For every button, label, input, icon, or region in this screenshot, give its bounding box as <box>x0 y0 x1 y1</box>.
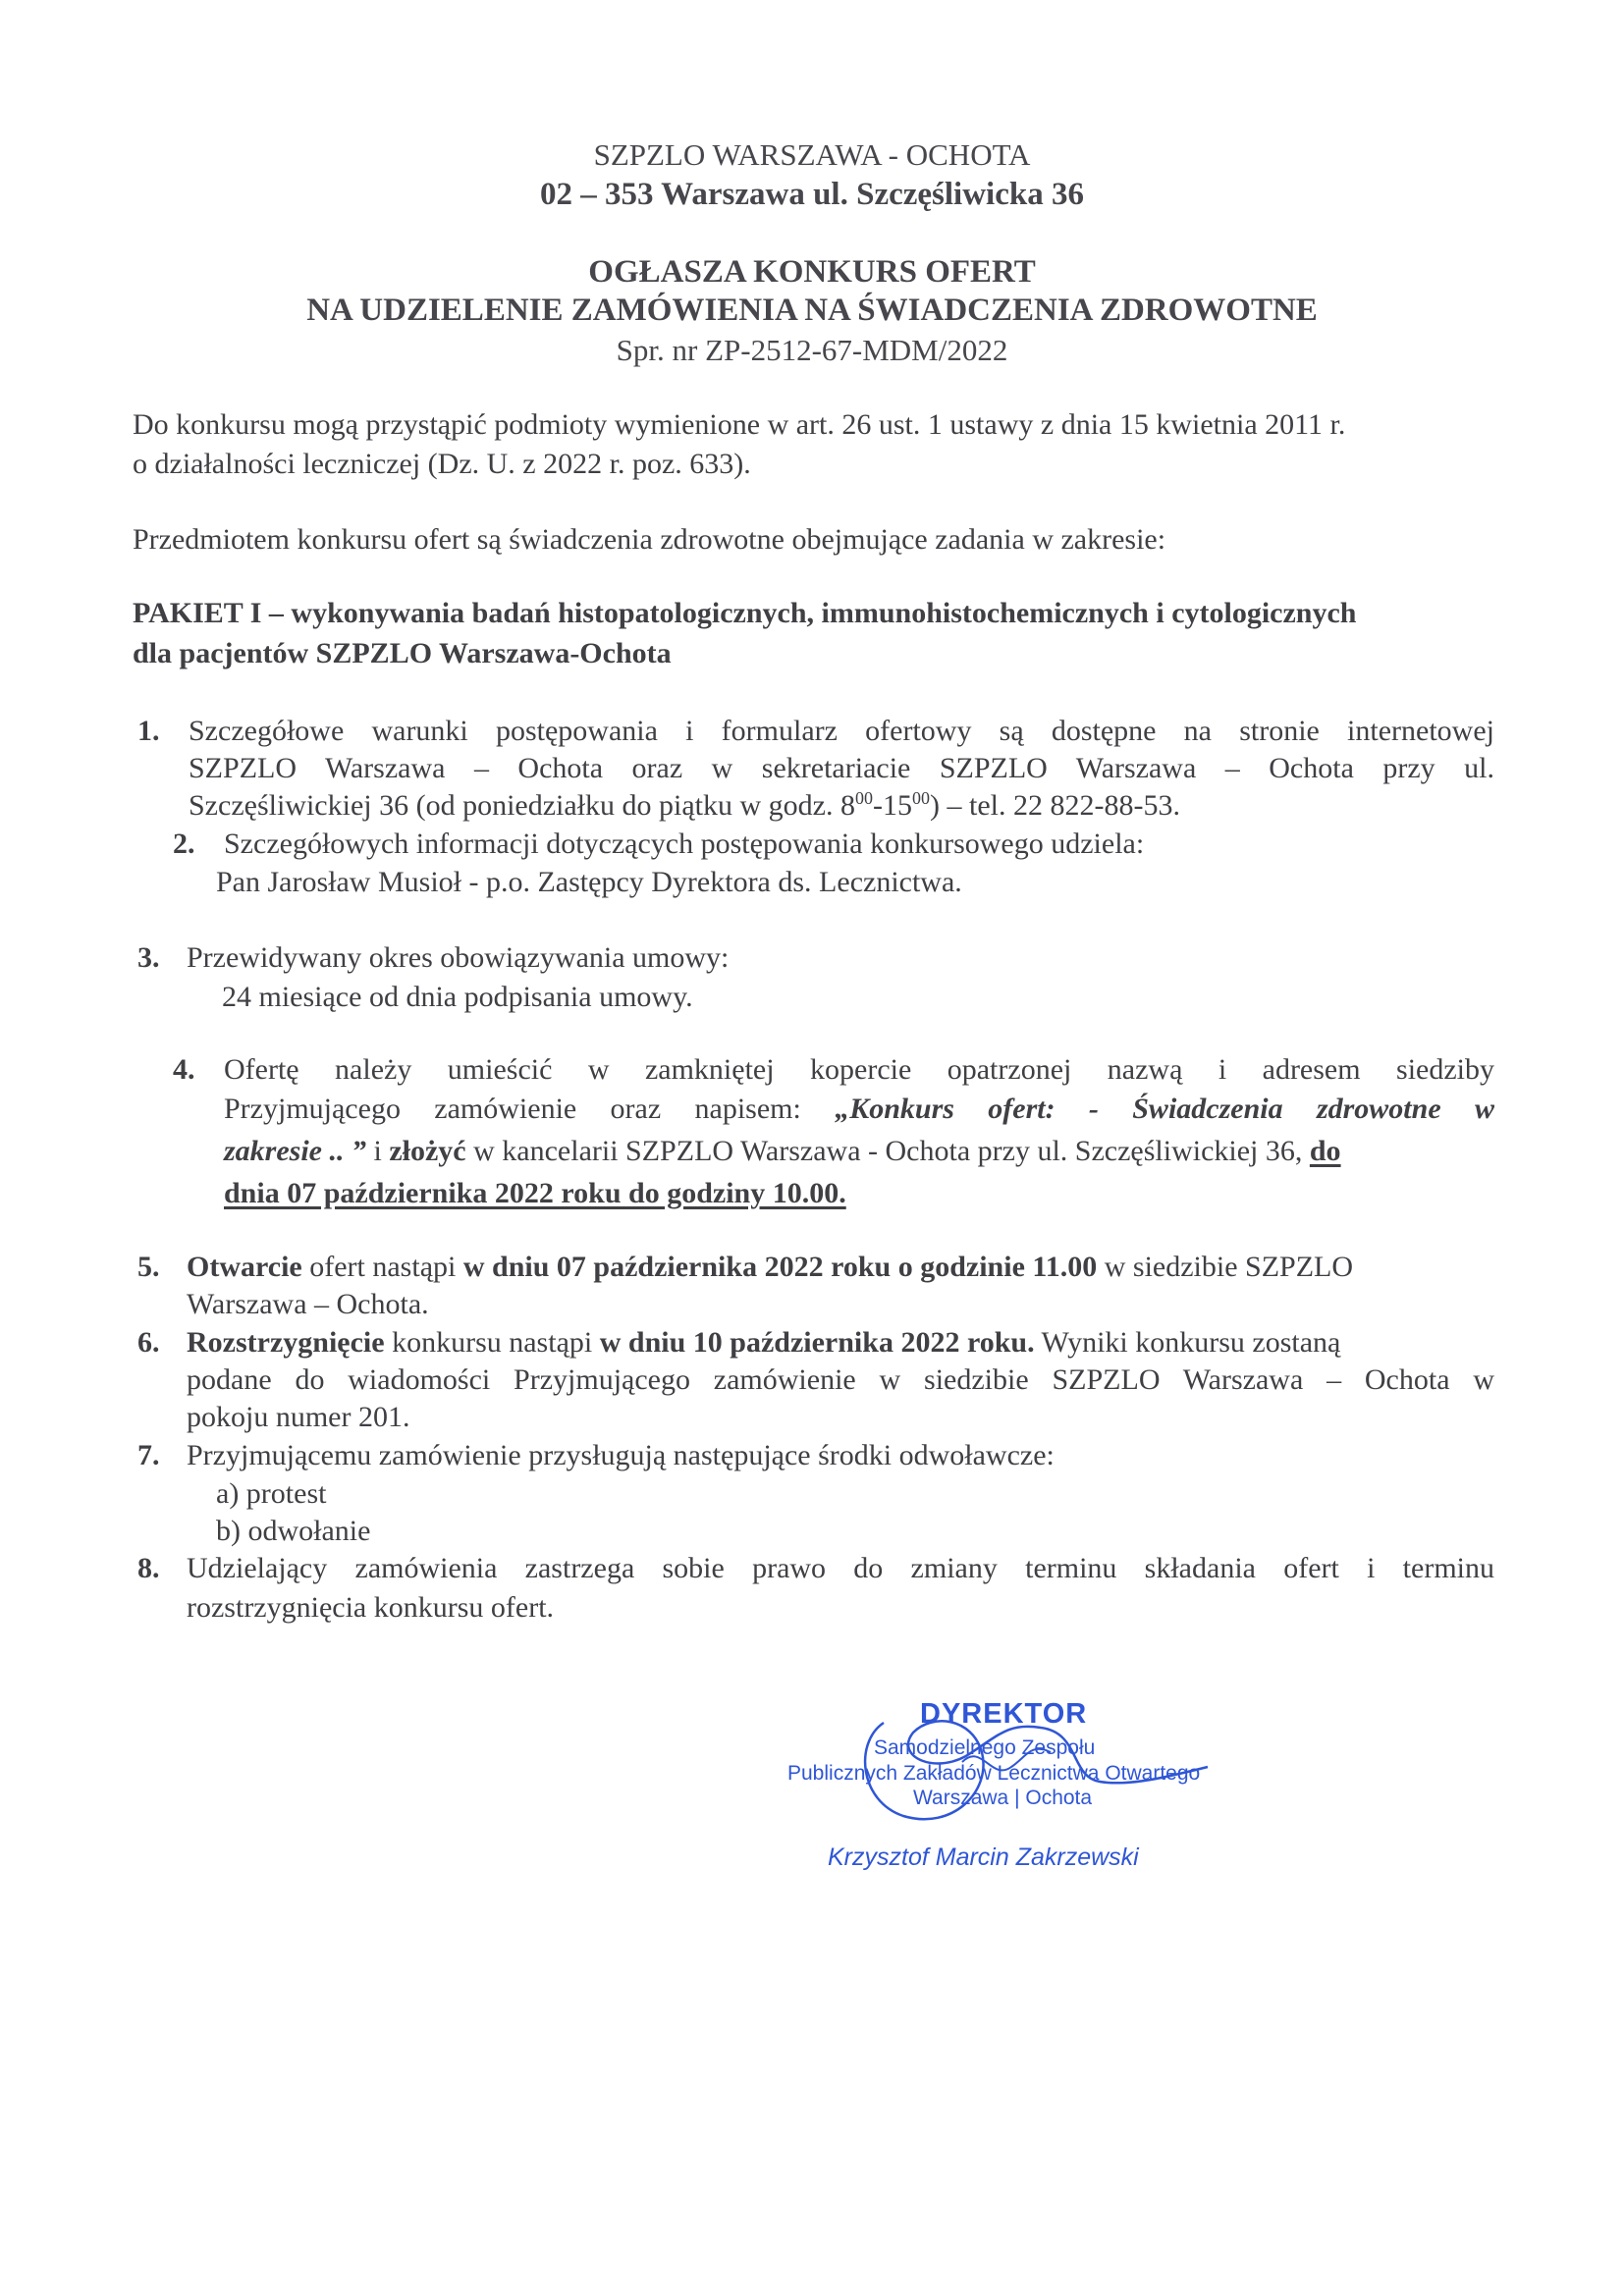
announce-title: OGŁASZA KONKURS OFERT <box>588 254 1036 290</box>
item-3-line-2: 24 miesiące od dnia podpisania umowy. <box>222 981 693 1013</box>
item-6-line-2: podane do wiadomości Przyjmującego zamówienie w siedzibie SZPZLO Warszawa – Ochota w <box>187 1363 1494 1396</box>
announce-subtitle: NA UDZIELENIE ZAMÓWIENIA NA ŚWIADCZENIA ZDROWOTNE <box>306 293 1318 328</box>
stamp-line-1: Samodzielnego Zespołu <box>874 1736 1096 1759</box>
package-line-1: PAKIET I – wykonywania badań histopatologicznych, immunohistochemicznych i cytologicznych <box>133 597 1357 629</box>
intro-line-1: Do konkursu mogą przystąpić podmioty wymienione w art. 26 ust. 1 ustawy z dnia 15 kwietnia 2011 r. <box>133 408 1346 441</box>
intro-line-2: o działalności leczniczej (Dz. U. z 2022 r. poz. 633). <box>133 448 751 480</box>
item-4-line-3: zakresie .. ” i złożyć w kancelarii SZPZLO Warszawa - Ochota przy ul. Szczęśliwickiej 36, do <box>224 1135 1341 1167</box>
stamp-line-3: Warszawa | Ochota <box>913 1787 1093 1809</box>
item-5-line-2: Warszawa – Ochota. <box>187 1288 429 1320</box>
item-4-line-4-deadline: dnia 07 października 2022 roku do godziny 10.00. <box>224 1177 846 1209</box>
item-6-number: 6. <box>137 1326 160 1359</box>
item-2-number: 2. <box>173 828 195 860</box>
item-1-line-1: Szczegółowe warunki postępowania i formularz ofertowy są dostępne na stronie internetowej <box>189 715 1494 747</box>
item-8-line-1: Udzielający zamówienia zastrzega sobie prawo do zmiany terminu składania ofert i terminu <box>187 1552 1494 1584</box>
item-6-line-1: Rozstrzygnięcie konkursu nastąpi w dniu 10 października 2022 roku. Wyniki konkursu zostaną <box>187 1326 1341 1359</box>
item-6-line-3: pokoju numer 201. <box>187 1401 410 1433</box>
item-4-line-1: Ofertę należy umieścić w zamkniętej kopercie opatrzonej nazwą i adresem siedziby <box>224 1053 1494 1086</box>
item-7-option-a: a) protest <box>216 1477 327 1510</box>
item-7-number: 7. <box>137 1439 160 1471</box>
item-2-line-2: Pan Jarosław Musioł - p.o. Zastępcy Dyrektora ds. Lecznictwa. <box>216 866 962 898</box>
item-3-line-1: Przewidywany okres obowiązywania umowy: <box>187 941 730 974</box>
stamp-line-2: Publicznych Zakładów Lecznictwa Otwartego <box>787 1762 1201 1785</box>
item-5-number: 5. <box>137 1251 160 1283</box>
item-1-line-2: SZPZLO Warszawa – Ochota oraz w sekretariacie SZPZLO Warszawa – Ochota przy ul. <box>189 752 1494 784</box>
case-number: Spr. nr ZP-2512-67-MDM/2022 <box>616 333 1008 367</box>
item-4-line-2: Przyjmującego zamówienie oraz napisem: „Konkurs ofert: - Świadczenia zdrowotne w <box>224 1093 1494 1125</box>
org-address: 02 – 353 Warszawa ul. Szczęśliwicka 36 <box>540 177 1084 212</box>
item-5-line-1: Otwarcie ofert nastąpi w dniu 07 października 2022 roku o godzinie 11.00 w siedzibie SZPZLO <box>187 1251 1354 1283</box>
item-7-line-1: Przyjmującemu zamówienie przysługują następujące środki odwoławcze: <box>187 1439 1055 1471</box>
item-3-number: 3. <box>137 941 160 974</box>
subject-line: Przedmiotem konkursu ofert są świadczenia zdrowotne obejmujące zadania w zakresie: <box>133 523 1166 556</box>
item-4-number: 4. <box>173 1053 195 1086</box>
stamp-title: DYREKTOR <box>920 1698 1088 1730</box>
signer-name: Krzysztof Marcin Zakrzewski <box>828 1843 1139 1871</box>
item-8-number: 8. <box>137 1552 160 1584</box>
item-1-number: 1. <box>137 715 160 747</box>
item-8-line-2: rozstrzygnięcia konkursu ofert. <box>187 1591 555 1624</box>
item-1-line-3: Szczęśliwickiej 36 (od poniedziałku do piątku w godz. $8^{00}-15^{00}$) – tel. 22 822-88-53. <box>189 788 1180 822</box>
package-line-2: dla pacjentów SZPZLO Warszawa-Ochota <box>133 637 672 669</box>
org-name: SZPZLO WARSZAWA - OCHOTA <box>593 137 1031 172</box>
item-7-option-b: b) odwołanie <box>216 1515 371 1547</box>
item-2-line-1: Szczegółowych informacji dotyczących postępowania konkursowego udziela: <box>224 828 1145 860</box>
